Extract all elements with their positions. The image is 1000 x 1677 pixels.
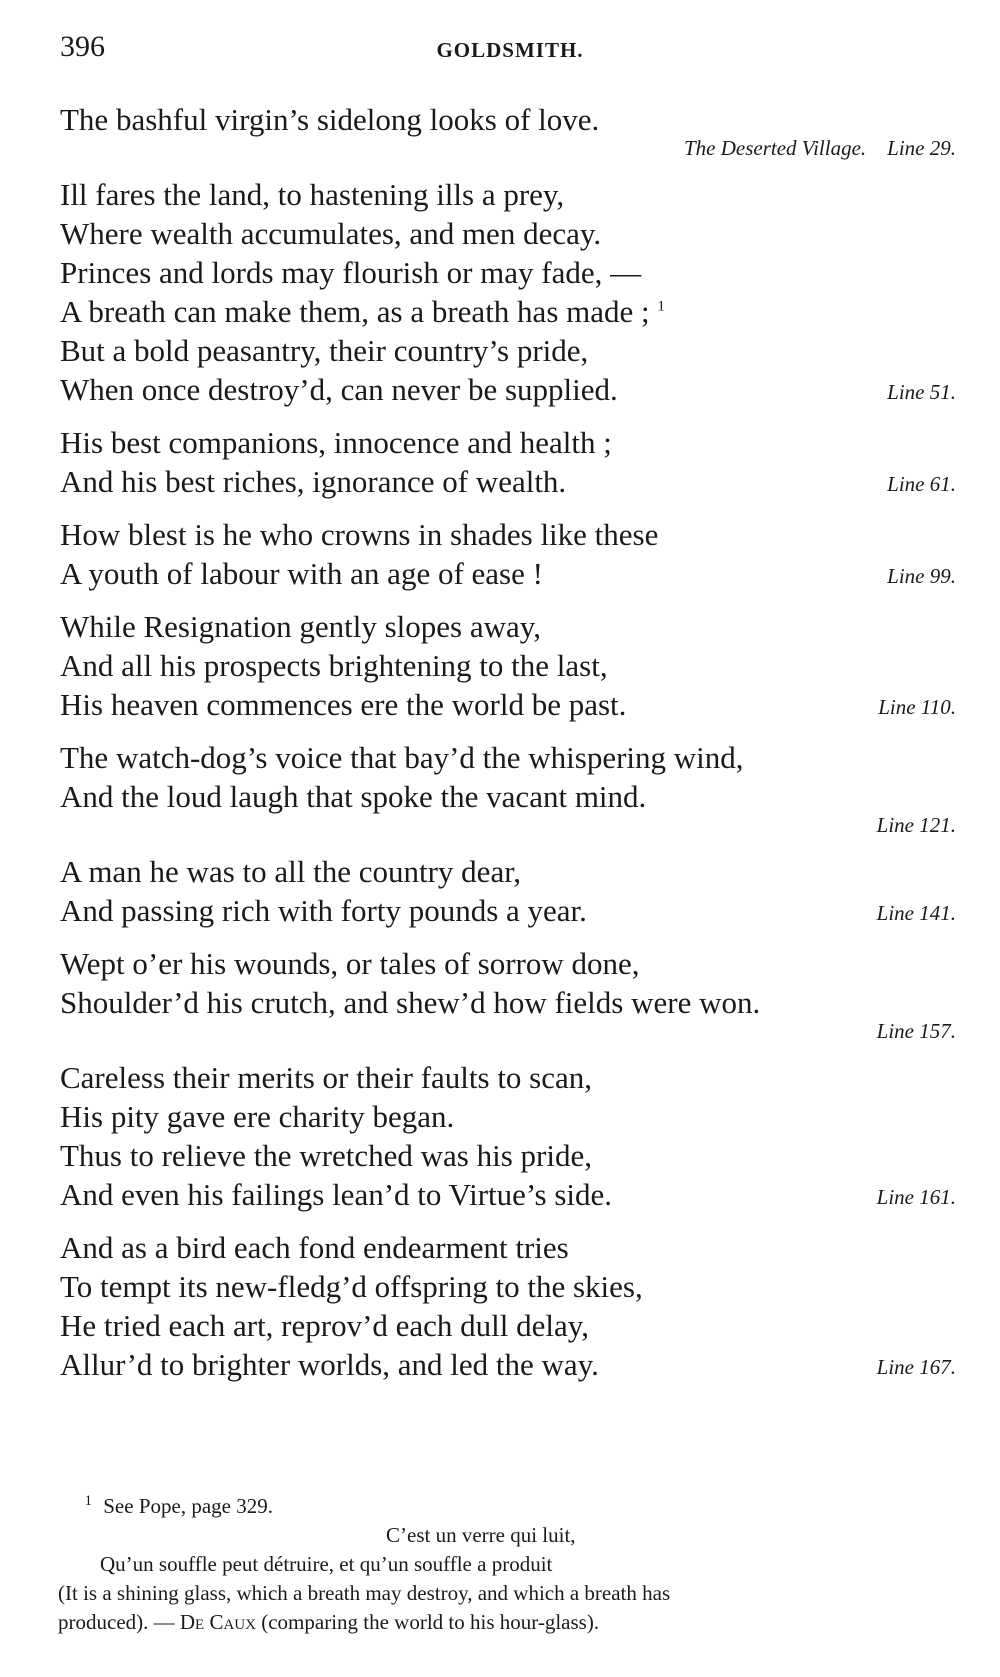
verse-line: A man he was to all the country dear, xyxy=(60,854,522,889)
verse-line: How blest is he who crowns in shades like these xyxy=(60,517,659,552)
verse-line: Princes and lords may flourish or may fade, — xyxy=(60,255,642,290)
verse-line: While Resignation gently slopes away, xyxy=(60,609,541,644)
verse-line: And all his prospects brightening to the last, xyxy=(60,648,608,683)
verse-line: Thus to relieve the wretched was his pride, xyxy=(60,1138,592,1173)
verse-line: His best companions, innocence and health ; xyxy=(60,425,612,460)
footnote-text: See Pope, page 329. xyxy=(103,1494,273,1518)
verse-line: A youth of labour with an age of ease ! xyxy=(60,556,543,591)
quotation xyxy=(60,1058,956,1214)
verse-line: And his best riches, ignorance of wealth. xyxy=(60,464,567,499)
quotation xyxy=(60,100,956,161)
verse-line: The watch-dog’s voice that bay’d the whispering wind, xyxy=(60,740,744,775)
verse-line-with-note xyxy=(60,292,956,331)
page-header xyxy=(60,30,960,70)
translation-author: De Caux xyxy=(179,1610,256,1634)
verse-line: He tried each art, reprov’d each dull delay, xyxy=(60,1308,590,1343)
line-reference: Line 61. xyxy=(887,472,956,496)
quotation xyxy=(60,607,956,724)
verse-line: Careless their merits or their faults to scan, xyxy=(60,1060,593,1095)
footnote-first-line: $^1$ See Pope, page 329. xyxy=(84,1493,273,1518)
verse-line: To tempt its new-fledg’d offspring to the skies, xyxy=(60,1269,643,1304)
verse-line: Allur’d to brighter worlds, and led the way. xyxy=(60,1347,599,1382)
line-reference: Line 141. xyxy=(876,901,956,925)
running-title: GOLDSMITH. xyxy=(436,38,584,62)
line-reference: Line 167. xyxy=(876,1355,956,1379)
verse-line: Wept o’er his wounds, or tales of sorrow done, xyxy=(60,946,640,981)
verse-text: A breath can make them, as a breath has made ; xyxy=(60,294,650,329)
line-reference: Line 110. xyxy=(878,695,956,719)
verse-line: His pity gave ere charity began. xyxy=(60,1099,455,1134)
line-reference: Line 161. xyxy=(876,1185,956,1209)
quotation xyxy=(60,1228,956,1384)
verse-line: Where wealth accumulates, and men decay. xyxy=(60,216,602,251)
line-reference: Line 121. xyxy=(876,813,956,837)
translation-text: (comparing the world to his hour-glass). xyxy=(255,1610,600,1634)
translation-text: produced). — xyxy=(58,1610,180,1634)
line-reference: Line 51. xyxy=(887,380,956,404)
quotations-body xyxy=(60,100,956,1398)
source-title: The Deserted Village. xyxy=(684,136,867,160)
verse-line: And passing rich with forty pounds a year. xyxy=(60,893,587,928)
verse-line: His heaven commences ere the world be past. xyxy=(60,687,627,722)
footnote-translation-line: (It is a shining glass, which a breath may destroy, and which a breath has xyxy=(58,1581,671,1605)
footnote-verse-line: C’est un verre qui luit, xyxy=(386,1523,576,1547)
quotation xyxy=(60,944,956,1044)
verse-line: When once destroy’d, can never be supplied. xyxy=(60,372,618,407)
quotation xyxy=(60,515,956,593)
quotation xyxy=(60,175,956,409)
verse-line: But a bold peasantry, their country’s pride, xyxy=(60,333,589,368)
verse-line: And the loud laugh that spoke the vacant mind. xyxy=(60,779,647,814)
line-reference: Line 99. xyxy=(887,564,956,588)
page-number: 396 xyxy=(60,30,105,63)
verse-line: And even his failings lean’d to Virtue’s side. xyxy=(60,1177,613,1212)
footnote xyxy=(58,1492,958,1637)
verse-line: Ill fares the land, to hastening ills a prey, xyxy=(60,177,565,212)
line-number: Line 29. xyxy=(887,136,956,160)
verse-line: Shoulder’d his crutch, and shew’d how fields were won. xyxy=(60,985,761,1020)
footnote-translation-line xyxy=(58,1608,958,1637)
footnote-mark: 1 xyxy=(657,298,665,315)
quotation xyxy=(60,423,956,501)
verse-line: And as a bird each fond endearment tries xyxy=(60,1230,569,1265)
quotation xyxy=(60,738,956,838)
line-reference: Line 157. xyxy=(876,1019,956,1043)
verse-line: The bashful virgin’s sidelong looks of love. xyxy=(60,102,600,137)
footnote-verse-line: Qu’un souffle peut détruire, et qu’un souffle a produit xyxy=(100,1552,553,1576)
quotation xyxy=(60,852,956,930)
